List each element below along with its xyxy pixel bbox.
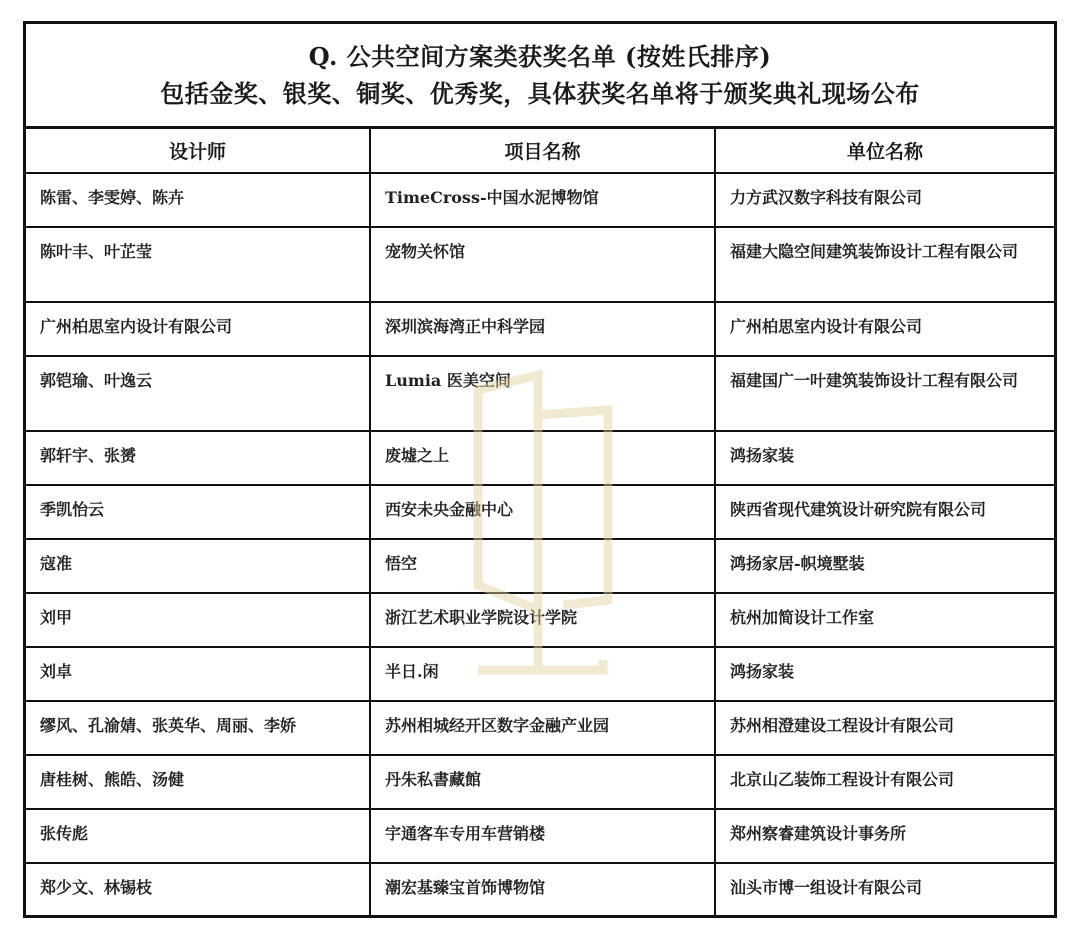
table-row [26, 863, 1054, 917]
company-cell: 北京山乙装饰工程设计有限公司 [715, 755, 1054, 809]
award-list-sheet [23, 21, 1057, 918]
project-cell: 潮宏基臻宝首饰博物馆 [370, 863, 715, 917]
table-row [26, 539, 1054, 593]
table-row [26, 755, 1054, 809]
table-row [26, 227, 1054, 302]
project-cell: 宠物关怀馆 [370, 227, 715, 302]
designer-cell: 郭铠瑜、叶逸云 [26, 356, 370, 431]
table-row [26, 701, 1054, 755]
table-row [26, 485, 1054, 539]
project-cell: 悟空 [370, 539, 715, 593]
list-header [26, 24, 1054, 129]
designer-cell: 郑少文、林锡枝 [26, 863, 370, 917]
project-cell: 废墟之上 [370, 431, 715, 485]
company-cell: 杭州加简设计工作室 [715, 593, 1054, 647]
project-cell: Lumia 医美空间 [370, 356, 715, 431]
designer-cell: 张传彪 [26, 809, 370, 863]
project-cell: 浙江艺术职业学院设计学院 [370, 593, 715, 647]
project-cell: 半日.闲 [370, 647, 715, 701]
company-cell: 陕西省现代建筑设计研究院有限公司 [715, 485, 1054, 539]
designer-cell: 陈雷、李雯婷、陈卉 [26, 173, 370, 227]
company-cell: 苏州相澄建设工程设计有限公司 [715, 701, 1054, 755]
designer-cell: 郭轩宇、张赟 [26, 431, 370, 485]
project-cell: 西安未央金融中心 [370, 485, 715, 539]
company-cell: 力方武汉数字科技有限公司 [715, 173, 1054, 227]
column-header-designer: 设计师 [26, 129, 370, 173]
company-cell: 郑州察睿建筑设计事务所 [715, 809, 1054, 863]
company-cell: 鸿扬家居-帜境墅装 [715, 539, 1054, 593]
company-cell: 福建国广一叶建筑装饰设计工程有限公司 [715, 356, 1054, 431]
designer-cell: 刘甲 [26, 593, 370, 647]
list-subtitle: 包括金奖、银奖、铜奖、优秀奖，具体获奖名单将于颁奖典礼现场公布 [160, 79, 920, 108]
designer-cell: 季凯怡云 [26, 485, 370, 539]
designer-cell: 唐桂树、熊皓、汤健 [26, 755, 370, 809]
project-cell: 深圳滨海湾正中科学园 [370, 302, 715, 356]
project-cell: 苏州相城经开区数字金融产业园 [370, 701, 715, 755]
column-header-company: 单位名称 [715, 129, 1054, 173]
designer-cell: 广州柏思室内设计有限公司 [26, 302, 370, 356]
company-cell: 广州柏思室内设计有限公司 [715, 302, 1054, 356]
project-cell: 宇通客车专用车营销楼 [370, 809, 715, 863]
table-row [26, 173, 1054, 227]
column-header-project: 项目名称 [370, 129, 715, 173]
company-cell: 福建大隐空间建筑装饰设计工程有限公司 [715, 227, 1054, 302]
designer-cell: 缪风、孔渝婧、张英华、周丽、李娇 [26, 701, 370, 755]
table-row [26, 647, 1054, 701]
table-row [26, 593, 1054, 647]
company-cell: 汕头市博一组设计有限公司 [730, 878, 923, 897]
list-title: Q. 公共空间方案类获奖名单 (按姓氏排序) [308, 42, 772, 71]
table-row [26, 809, 1054, 863]
table-row [26, 356, 1054, 431]
company-cell: 鸿扬家装 [715, 431, 1054, 485]
table-header-row [26, 129, 1054, 173]
award-table [26, 129, 1054, 917]
table-row [26, 431, 1054, 485]
designer-cell: 刘卓 [26, 647, 370, 701]
project-cell: 丹朱私書藏館 [370, 755, 715, 809]
designer-cell: 陈叶丰、叶芷莹 [26, 227, 370, 302]
company-cell: 鸿扬家装 [715, 647, 1054, 701]
project-cell: TimeCross-中国水泥博物馆 [370, 173, 715, 227]
designer-cell: 寇准 [26, 539, 370, 593]
table-row [26, 302, 1054, 356]
